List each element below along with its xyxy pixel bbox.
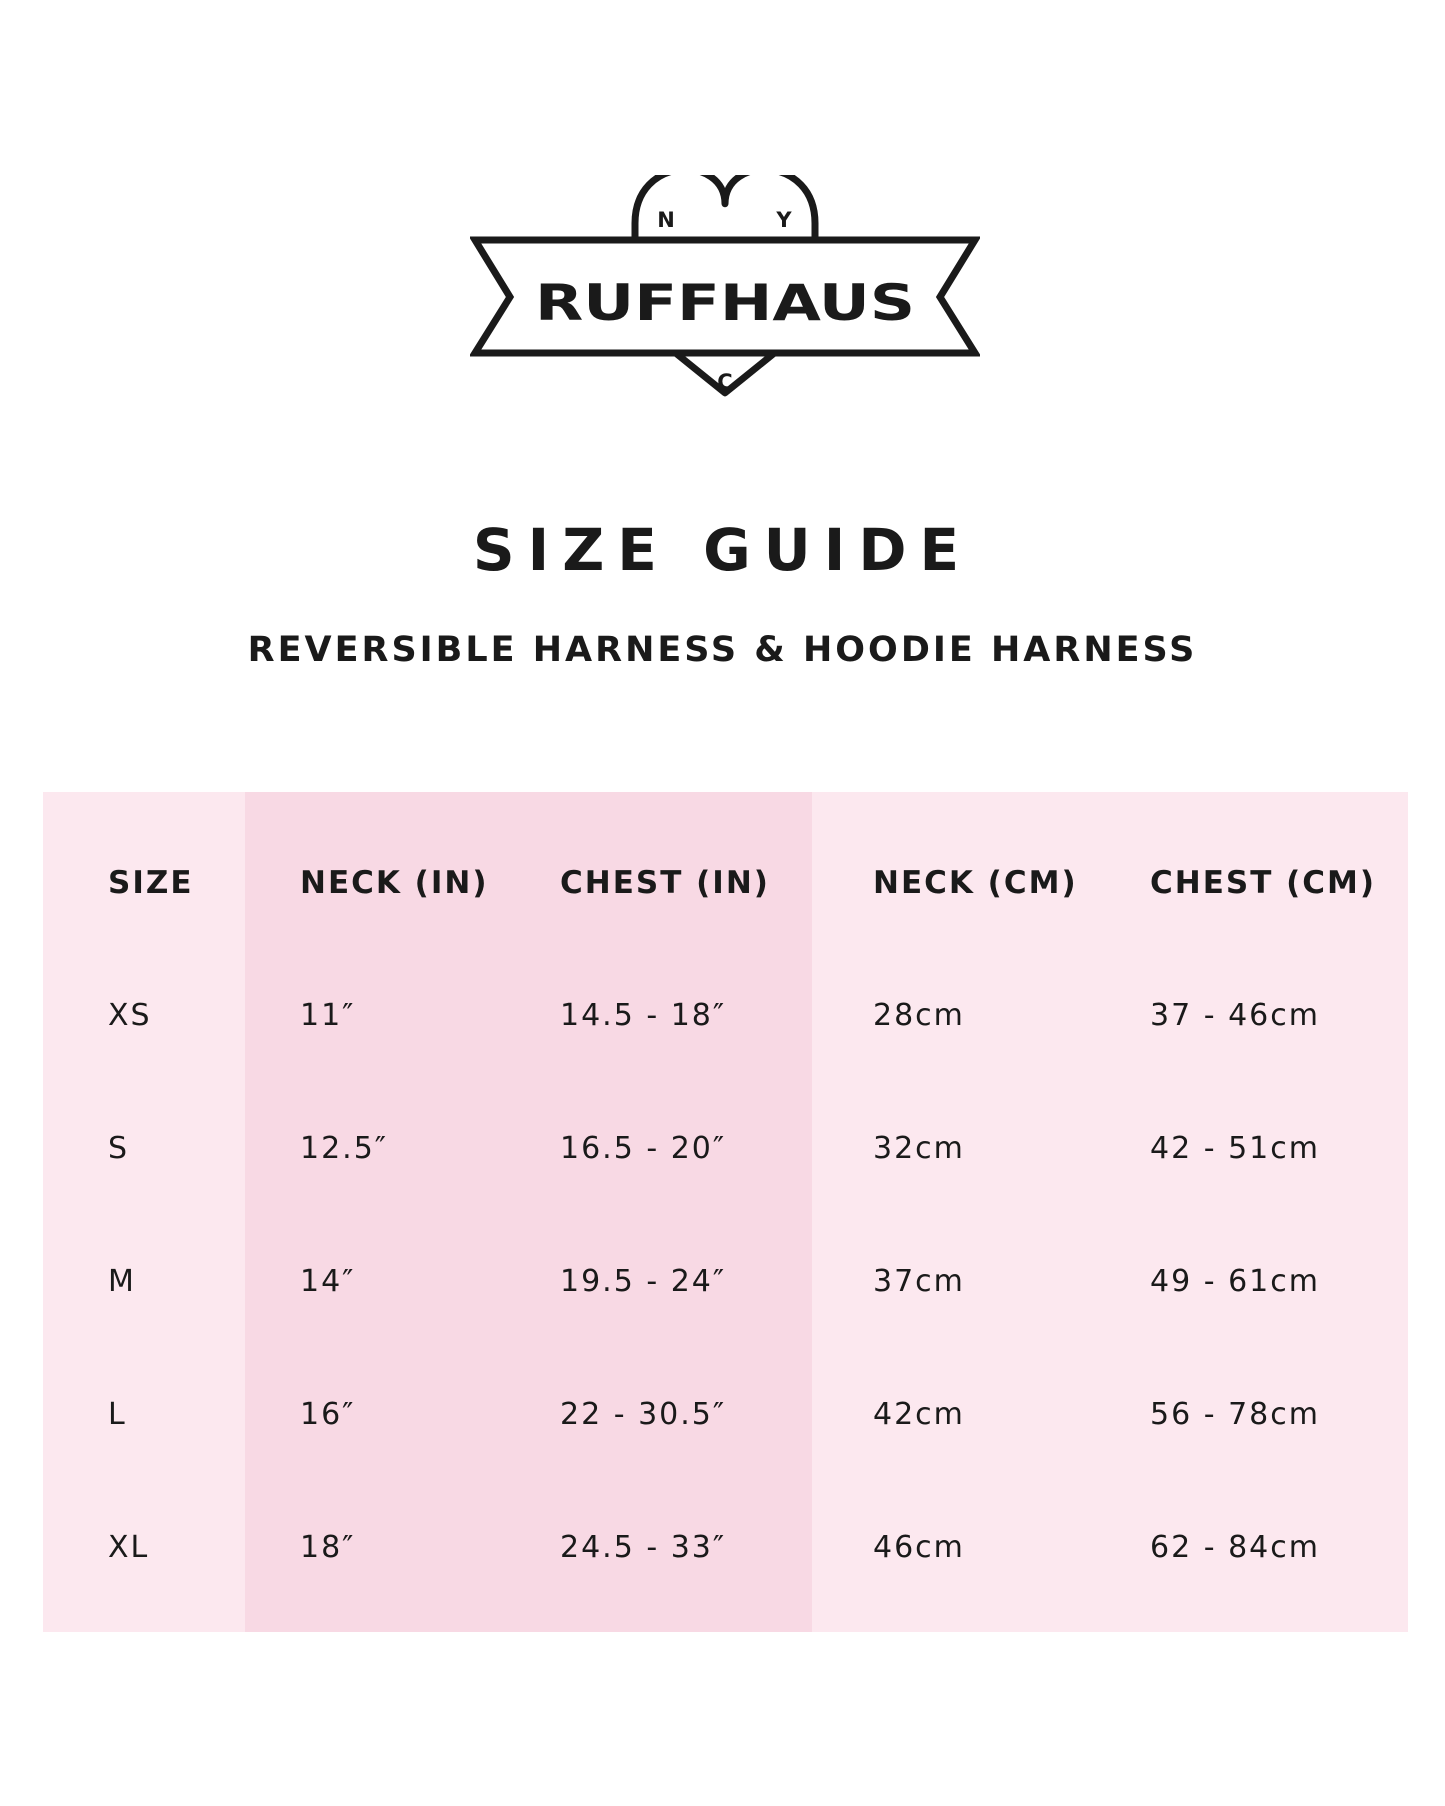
row-size: L	[108, 1397, 127, 1432]
row-chest-cm: 49 - 61cm	[1150, 1264, 1320, 1299]
row-chest-cm: 56 - 78cm	[1150, 1397, 1320, 1432]
logo-letter-n: N	[657, 208, 675, 232]
row-size: XL	[108, 1530, 150, 1565]
row-neck-in: 14″	[300, 1264, 356, 1299]
row-neck-cm: 32cm	[873, 1131, 965, 1166]
row-chest-in: 19.5 - 24″	[560, 1264, 727, 1299]
size-table	[43, 792, 1408, 1632]
inch-columns-band	[245, 792, 812, 1632]
row-neck-in: 11″	[300, 998, 356, 1033]
header-chest-in: CHEST (IN)	[560, 865, 770, 901]
row-neck-in: 16″	[300, 1397, 356, 1432]
row-chest-in: 24.5 - 33″	[560, 1530, 727, 1565]
row-chest-cm: 37 - 46cm	[1150, 998, 1320, 1033]
row-chest-in: 22 - 30.5″	[560, 1397, 727, 1432]
header-neck-cm: NECK (CM)	[873, 865, 1078, 901]
logo-letter-c: C	[717, 370, 733, 394]
page-subtitle: REVERSIBLE HARNESS & HOODIE HARNESS	[247, 630, 1198, 670]
row-neck-cm: 28cm	[873, 998, 965, 1033]
row-neck-in: 12.5″	[300, 1131, 389, 1166]
row-size: M	[108, 1264, 136, 1299]
row-neck-cm: 42cm	[873, 1397, 965, 1432]
row-neck-cm: 46cm	[873, 1530, 965, 1565]
row-chest-cm: 62 - 84cm	[1150, 1530, 1320, 1565]
logo-letter-y: Y	[776, 208, 792, 232]
header-chest-cm: CHEST (CM)	[1150, 865, 1377, 901]
row-chest-cm: 42 - 51cm	[1150, 1131, 1320, 1166]
row-chest-in: 14.5 - 18″	[560, 998, 727, 1033]
row-size: S	[108, 1131, 130, 1166]
ruffhaus-logo	[470, 175, 980, 405]
logo-brand-text: RUFFHAUS	[535, 274, 915, 332]
header-size: SIZE	[108, 865, 194, 901]
page-title: SIZE GUIDE	[472, 516, 973, 584]
row-neck-in: 18″	[300, 1530, 356, 1565]
row-neck-cm: 37cm	[873, 1264, 965, 1299]
heart-banner-logo-icon	[470, 175, 980, 405]
header-neck-in: NECK (IN)	[300, 865, 489, 901]
row-chest-in: 16.5 - 20″	[560, 1131, 727, 1166]
row-size: XS	[108, 998, 152, 1033]
